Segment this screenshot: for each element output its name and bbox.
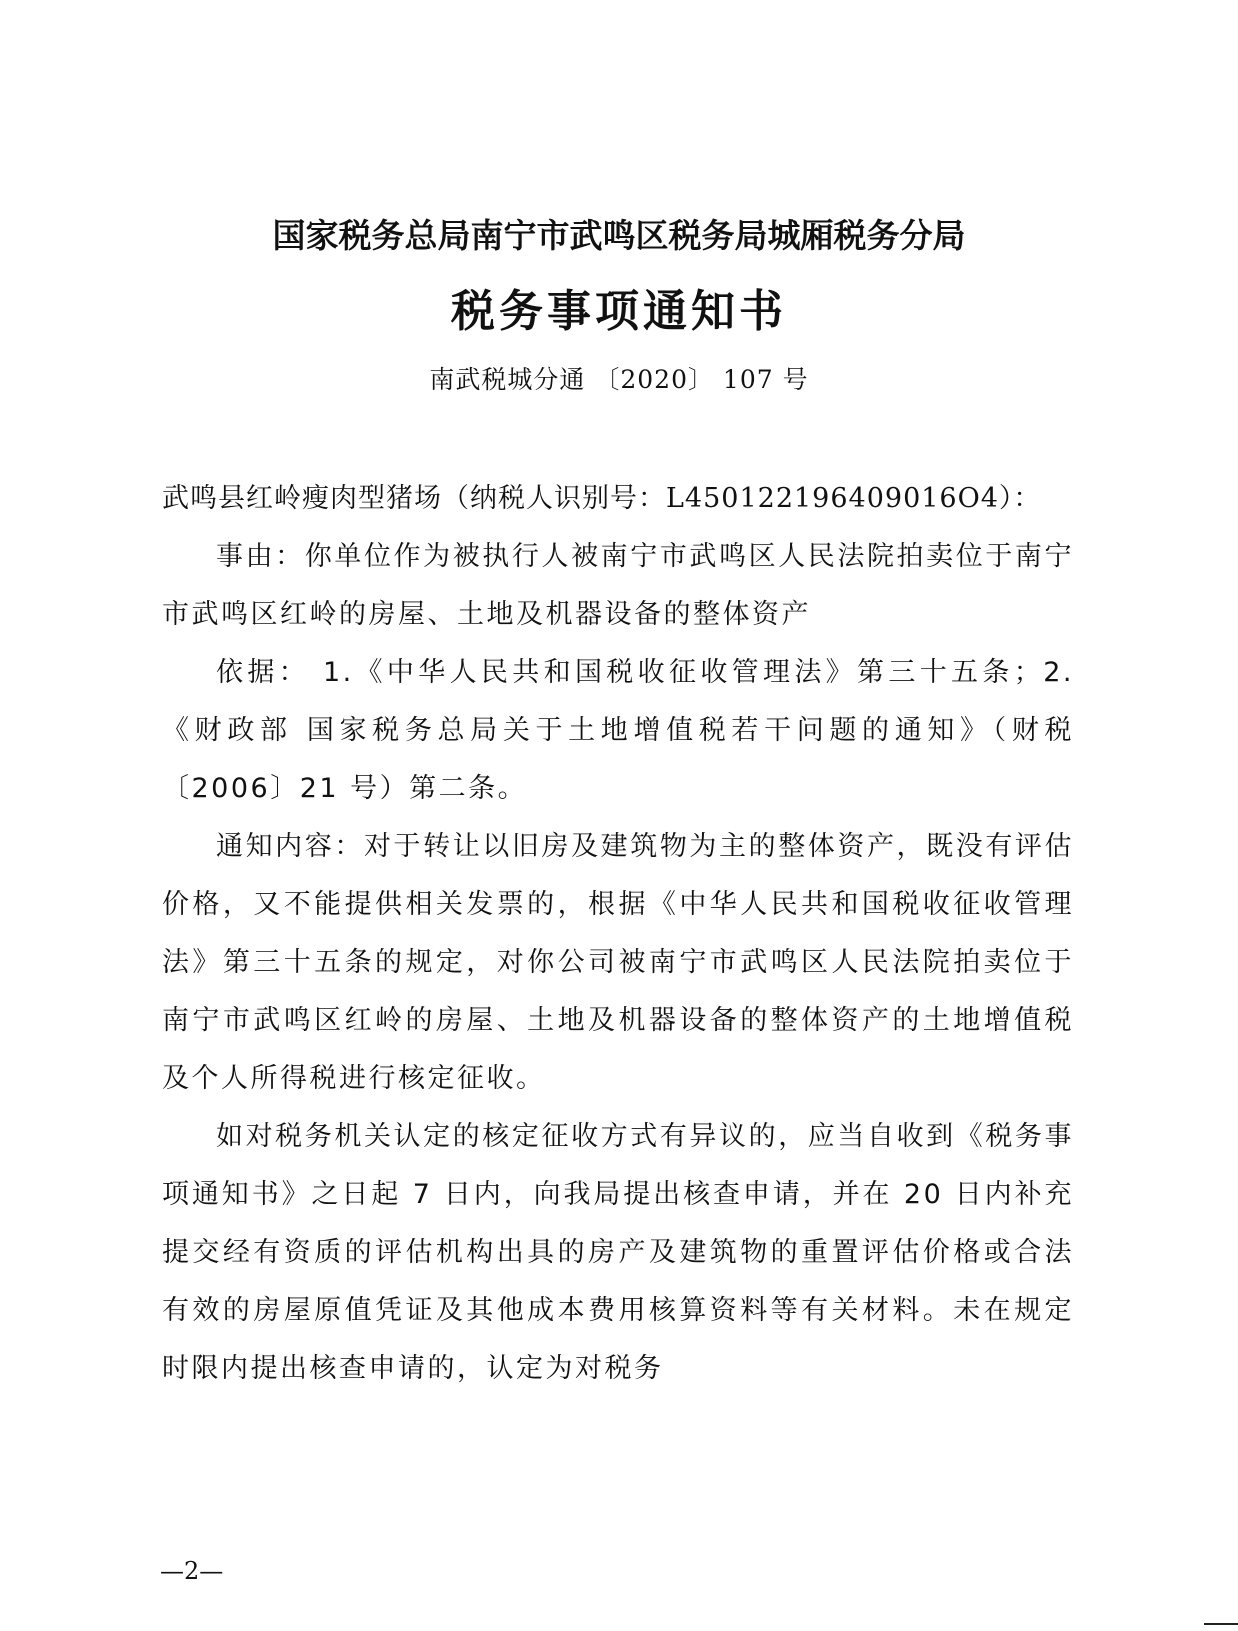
- notice-paragraph: 通知内容：对于转让以旧房及建筑物为主的整体资产，既没有评估价格，又不能提供相关发票的，根据《中华人民共和国税收征收管理法》第三十五条的规定，对你公司被南宁市武鸣区人民法院拍卖位于南宁市武鸣区红岭的房屋、土地及机器设备的整体资产的土地增值税及个人所得税进行核定征收。: [162, 831, 1074, 1094]
- basis-paragraph: 依据： 1.《中华人民共和国税收征收管理法》第三十五条；2.《财政部 国家税务总局关于土地增值税若干问题的通知》（财税〔2006〕21 号）第二条。: [162, 657, 1074, 804]
- issuing-agency: 国家税务总局南宁市武鸣区税务局城厢税务分局: [272, 216, 966, 255]
- page-number: —2—: [160, 1557, 224, 1585]
- objection-paragraph: 如对税务机关认定的核定征收方式有异议的，应当自收到《税务事项通知书》之日起 7 日内，向我局提出核查申请，并在 20 日内补充提交经有资质的评估机构出具的房产及建筑物的重置评估价格或合法有效的房屋原值凭证及其他成本费用核算资料等有关材料。未在规定时限内提出核查申请的，认定为对税务: [162, 1121, 1074, 1384]
- scan-corner-mark: [1204, 1623, 1238, 1625]
- document-body: [162, 470, 1074, 1398]
- document-number: 南武税城分通 〔2020〕 107 号: [429, 365, 809, 394]
- addressee: 武鸣县红岭瘦肉型猪场（纳税人识别号：L450122196409016O4）：: [162, 483, 1042, 514]
- document-title: 税务事项通知书: [451, 286, 787, 337]
- reason-paragraph: 事由：你单位作为被执行人被南宁市武鸣区人民法院拍卖位于南宁市武鸣区红岭的房屋、土地及机器设备的整体资产: [162, 541, 1074, 630]
